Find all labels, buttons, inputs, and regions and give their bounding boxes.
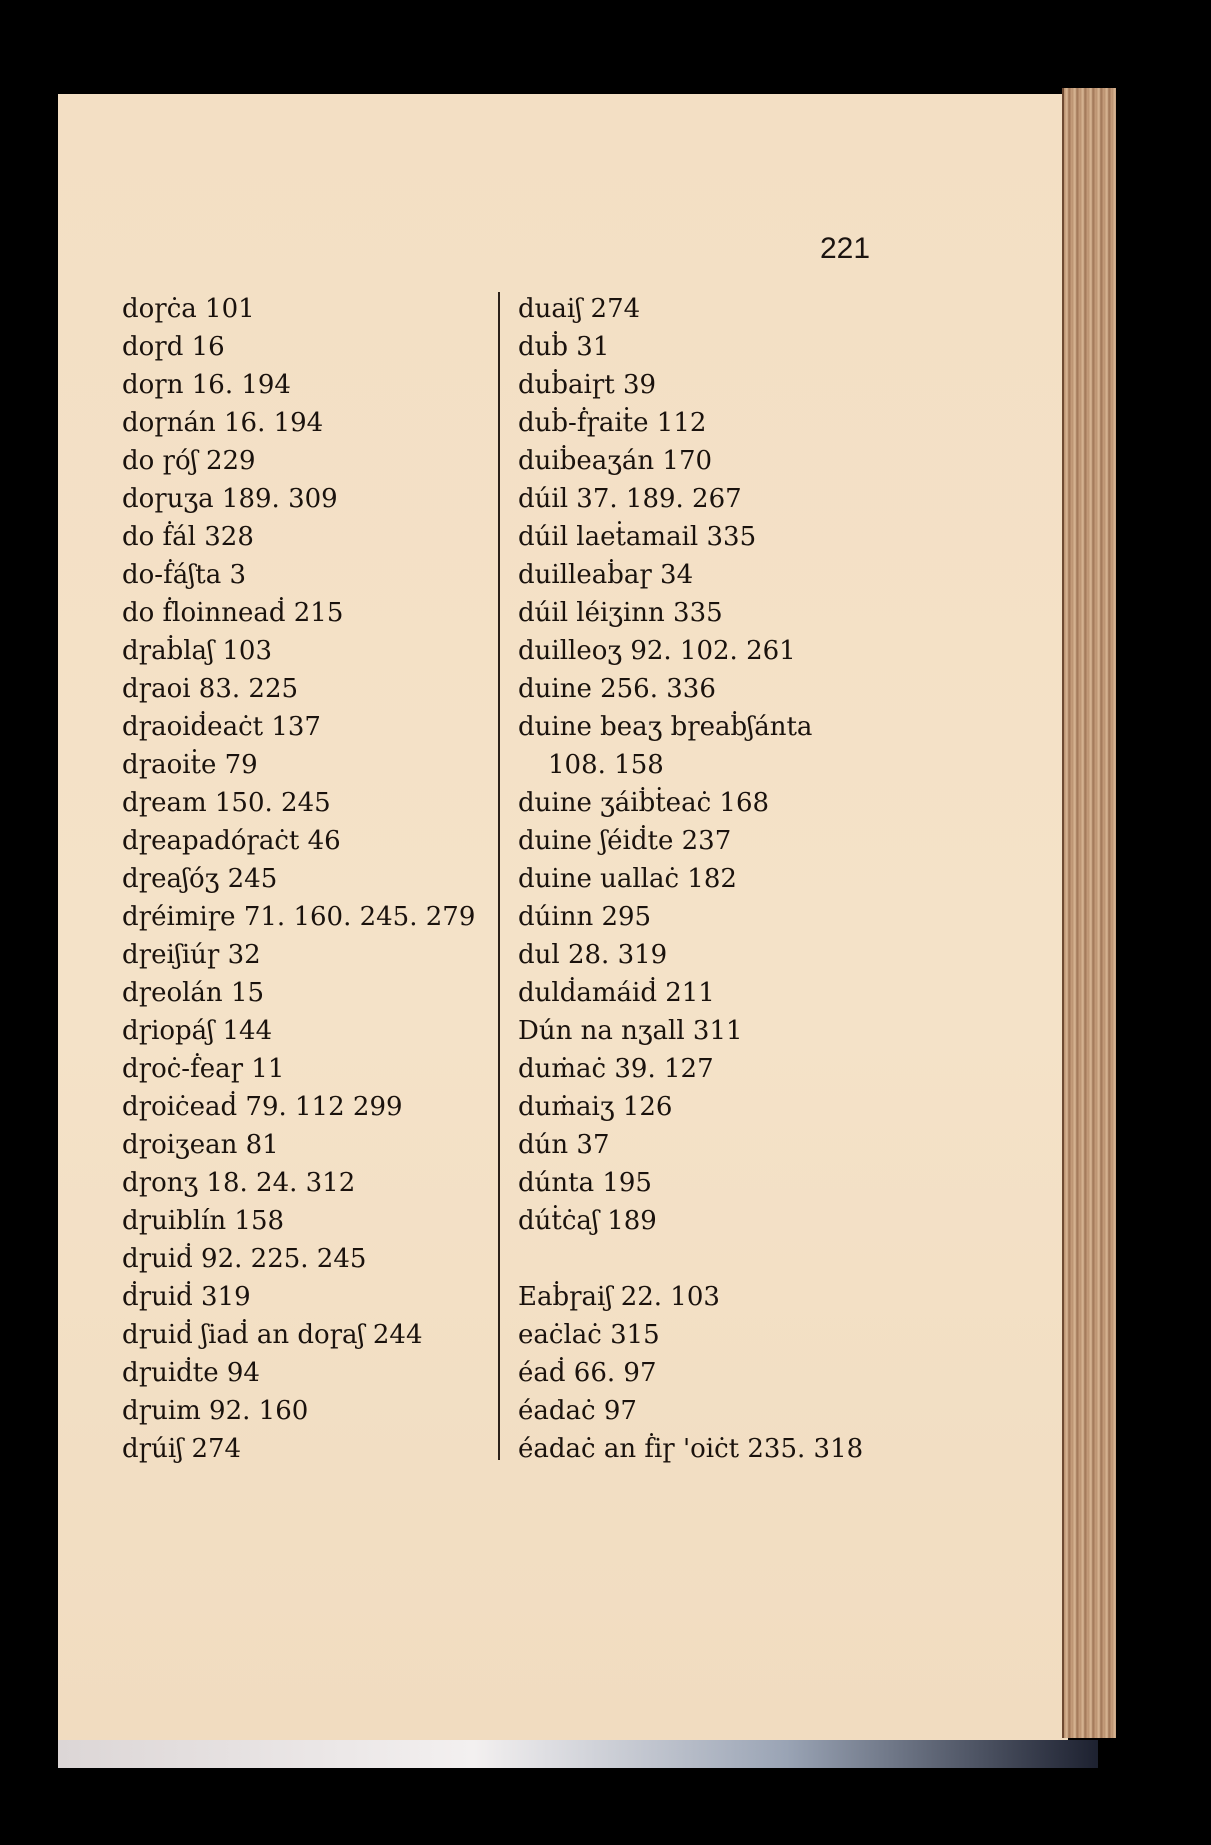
index-entry: dɼéimiɼe 71. 160. 245. 279 [122,902,476,932]
index-entry: duaiʃ 274 [518,294,641,324]
index-entry: dɼeolán 15 [122,978,265,1008]
index-entry: dúṫċaʃ 189 [518,1206,657,1236]
index-entry: dɼaoiṫe 79 [122,750,258,780]
index-entry: dɼaoiḋeaċt 137 [122,712,321,742]
index-entry: duilleaḃaɼ 34 [518,560,694,590]
index-entry: dɼaoi 83. 225 [122,674,299,704]
index-entry: dɼuim 92. 160 [122,1396,309,1426]
index-entry: duine uallaċ 182 [518,864,737,894]
index-entry: éadaċ an ḟiɼ 'oiċt 235. 318 [518,1434,864,1464]
page-number: 221 [820,232,871,265]
index-entry: duine ʒáiḃṫeaċ 168 [518,788,770,818]
index-entry: dɼuiḋ ʃiaḋ an doɼaʃ 244 [122,1320,423,1350]
index-entry: dɼoiʒean 81 [122,1130,279,1160]
index-entry: do-ḟáʃta 3 [122,560,247,590]
column-divider [498,292,500,1460]
index-entry: duḃ 31 [518,332,610,362]
index-entry: dɼeam 150. 245 [122,788,331,818]
index-entry: duine beaʒ bɼeaḃʃánta [518,712,813,742]
index-entry: duine ʃéiḋte 237 [518,826,732,856]
index-entry: Eaḃɼaiʃ 22. 103 [518,1282,720,1312]
index-entry: dúil léiʒinn 335 [518,598,723,628]
index-entry: dɼoċ-ḟeaɼ 11 [122,1054,285,1084]
index-entry: dɼuiḋte 94 [122,1358,260,1388]
index-entry: duine 256. 336 [518,674,716,704]
index-entry: dúinn 295 [518,902,652,932]
index-entry: doɼċa 101 [122,294,255,324]
bottom-cover-strip [58,1740,1098,1768]
index-entry: dulḋamáiḋ 211 [518,978,715,1008]
index-entry: éadaċ 97 [518,1396,637,1426]
index-entry: dɼúiʃ 274 [122,1434,242,1464]
index-entry: ḋɼuiḋ 319 [122,1282,251,1312]
index-entry: doɼd 16 [122,332,225,362]
index-entry: doɼuʒa 189. 309 [122,484,338,514]
index-entry: duṁaċ 39. 127 [518,1054,714,1084]
index-entry: dɼonʒ 18. 24. 312 [122,1168,356,1198]
index-entry: dúil 37. 189. 267 [518,484,742,514]
index-entry: dɼaḃlaʃ 103 [122,636,272,666]
index-entry: dɼeapadóɼaċt 46 [122,826,341,856]
index-entry: duiḃeaʒán 170 [518,446,713,476]
index-entry: duḃaiɼt 39 [518,370,657,400]
index-entry: duilleoʒ 92. 102. 261 [518,636,796,666]
index-entry: duḃ-ḟɼaiṫe 112 [518,408,707,438]
index-entry: dɼeiʃiúɼ 32 [122,940,261,970]
index-entry: Dún na nʒall 311 [518,1016,743,1046]
index-entry: dúil laeṫamail 335 [518,522,757,552]
index-entry: éaḋ 66. 97 [518,1358,657,1388]
index-entry: do ḟál 328 [122,522,254,552]
index-entry: dɼuiḋ 92. 225. 245 [122,1244,367,1274]
index-entry: dɼoiċeaḋ 79. 112 299 [122,1092,403,1122]
index-entry: dún 37 [518,1130,610,1160]
index-entry: do ɼóʃ 229 [122,446,256,476]
index-entry-continuation: 108. 158 [548,750,664,780]
index-entry: do ḟloinneaḋ 215 [122,598,344,628]
index-entry: dɼuiblín 158 [122,1206,285,1236]
index-entry: duṁaiʒ 126 [518,1092,673,1122]
index-entry: eaċlaċ 315 [518,1320,660,1350]
index-entry: doɼn 16. 194 [122,370,291,400]
index-entry: dúnta 195 [518,1168,652,1198]
index-entry: dul 28. 319 [518,940,668,970]
index-entry: dɼeaʃóʒ 245 [122,864,278,894]
page-edges [1062,88,1116,1738]
index-entry: dɼiopáʃ 144 [122,1016,273,1046]
index-entry: doɼnán 16. 194 [122,408,324,438]
